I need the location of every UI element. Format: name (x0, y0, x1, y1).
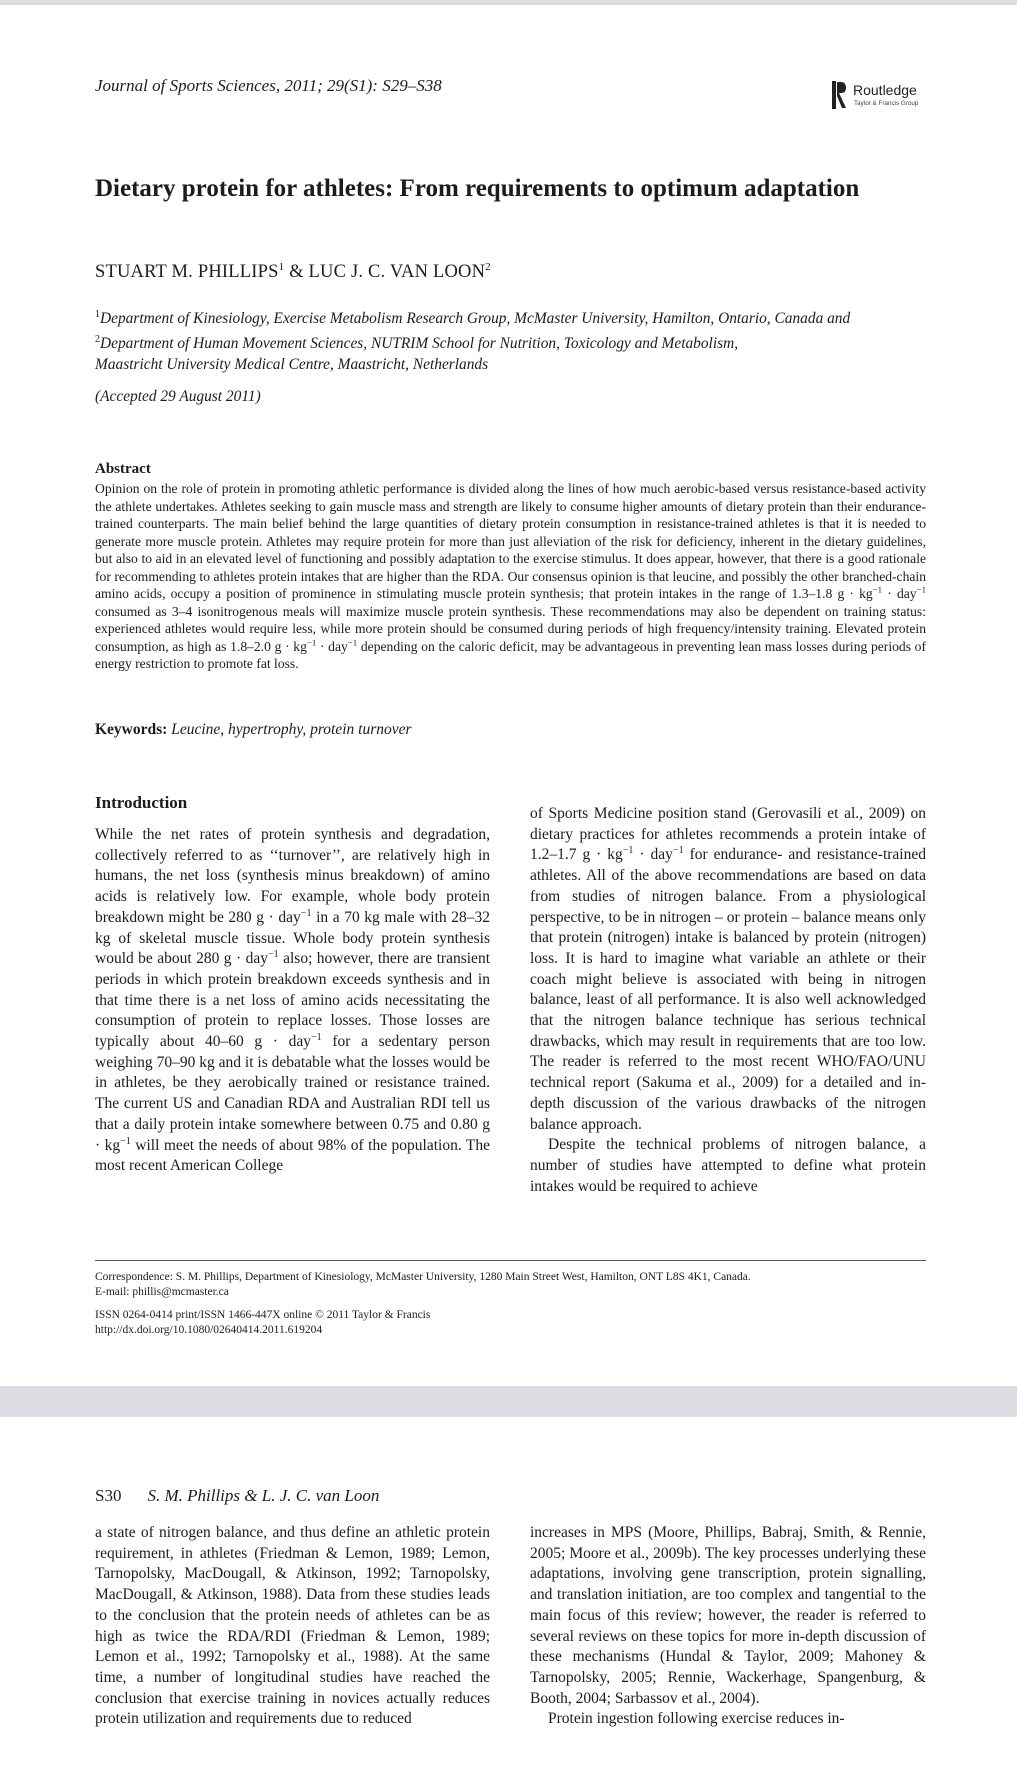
journal-citation: Journal of Sports Sciences, 2011; 29(S1): S29–S38 (95, 76, 442, 95)
correspondence-footnote: Correspondence: S. M. Phillips, Department of Kinesiology, McMaster University, 1280 Main Street West, Hamilton, ONT L8S 4K1, Canada. E-mail: phillis@mcmaster.ca (95, 1271, 751, 1298)
publisher-name: Routledge (853, 82, 917, 98)
author-name: LUC J. C. VAN LOON (308, 262, 486, 283)
publisher-logo (832, 81, 932, 111)
accepted-date: (Accepted 29 August 2011) (95, 388, 261, 405)
email-link[interactable]: E-mail: phillis@mcmaster.ca (95, 1286, 229, 1298)
author-name: STUART M. PHILLIPS (95, 262, 279, 283)
author-list: STUART M. PHILLIPS$^1$ & LUC J. C. VAN LOON$^2$ (95, 261, 491, 283)
abstract-text: Opinion on the role of protein in promoting athletic performance is divided along the lines of how much aerobic-based versus resistance-based activity the athlete undertakes. Athletes seeking to gain muscle mass and strength are likely to consume higher amounts of dietary protein than their endurance-trained counterparts. The main belief behind the large quantities of dietary protein consumption in resistance-trained athletes is that it is needed to generate more muscle protein. Athletes may require protein for more than just alleviation of the risk for deficiency, inherent in the dietary guidelines, but also to aid in an elevated level of functioning and possibly adaptation to the exercise stimulus. It does appear, however, that there is a good rationale for recommending to athletes protein intakes that are higher than the RDA. Our consensus opinion is that leucine, and possibly the other branched-chain amino acids, occupy a position of prominence in stimulating muscle protein synthesis; that protein intakes in the range of 1.3–1.8 $g \cdot kg^{-1} \cdot day^{-1}$ consumed as 3–4 isonitrogenous meals will maximize muscle protein synthesis. These recommendations may also be dependent on training status: experienced athletes would require less, while more protein should be consumed during periods of high frequency/intensity training. Elevated protein consumption, as high as 1.8–2.0 $g \cdot kg^{-1} \cdot day^{-1}$ depending on the caloric deficit, may be advantageous in preventing lean mass losses during periods of energy restriction to promote fat loss. (95, 481, 927, 671)
footnote-divider (95, 1260, 926, 1261)
section-heading-introduction: Introduction (95, 793, 188, 812)
body-column-right: of Sports Medicine position stand (Gerovasili et al., 2009) on dietary practices for athletes recommends a protein intake of 1.2–1.7 $g \cdot kg^{-1} \cdot day^{-1}$ for endurance- and resistance-trained athletes. All of the above recommendations are based on data from studies of nitrogen balance. From a physiological perspective, to be in nitrogen – or protein – balance means only that protein (nitrogen) intake is balanced by protein (nitrogen) loss. It is hard to imagine what variable an athlete or their coach might believe is associated with being in nitrogen balance, least of all performance. It is also well acknowledged that the nitrogen balance technique has serious technical drawbacks, which may result in requirements that are too low. The reader is referred to the most recent WHO/FAO/UNU technical report (Sakuma et al., 2009) for a detailed and in-depth discussion of the various drawbacks of the nitrogen balance approach. Despite the technical problems of nitrogen balance, a number of studies have attempted to define what protein intakes would be required to achieve (530, 805, 926, 1195)
keywords: Keywords: Leucine, hypertrophy, protein turnover (95, 721, 412, 738)
issn-footnote: ISSN 0264-0414 print/ISSN 1466-447X online © 2011 Taylor & Francis http://dx.doi.org/10.1080/02640414.2011.619204 (95, 1309, 431, 1336)
affiliations: $^1$Department of Kinesiology, Exercise Metabolism Research Group, McMaster University, Hamilton, Ontario, Canada and $^2$Department of Human Movement Sciences, NUTRIM School for Nutrition, Toxicology and Metabolism, Maastricht University Medical Centre, Maastricht, Netherlands (95, 309, 851, 374)
page-1 (0, 5, 1017, 1386)
abstract-heading: Abstract (95, 461, 151, 477)
routledge-logo-icon (832, 81, 847, 109)
article-title: Dietary protein for athletes: From requirements to optimum adaptation (95, 175, 860, 202)
doi-link[interactable]: http://dx.doi.org/10.1080/02640414.2011.619204 (95, 1324, 323, 1336)
body-column-left: While the net rates of protein synthesis and degradation, collectively referred to as ‘‘turnover’’, are relatively high in humans, the net loss (synthesis minus breakdown) of amino acids is relatively low. For example, whole body protein breakdown might be 280 g · day$^{-1}$ in a 70 kg male with 28–32 kg of skeletal muscle tissue. Whole body protein synthesis would be about 280 g · day$^{-1}$ also; however, there are transient periods in which protein breakdown exceeds synthesis and in that time there is a net loss of amino acids necessitating the consumption of protein to replace losses. Those losses are typically about 40–60 g · day$^{-1}$ for a sedentary person weighing 70–90 kg and it is debatable what the losses would be in athletes, be they aerobically trained or resistance trained. The current US and Canadian RDA and Australian RDI tell us that a daily protein intake somewhere between 0.75 and 0.80 $g \cdot kg^{-1}$ will meet the needs of about 98% of the population. The most recent American College (95, 826, 491, 1175)
page-number: S30 (95, 1486, 122, 1505)
body-column-right-page2: increases in MPS (Moore, Phillips, Babraj, Smith, & Rennie, 2005; Moore et al., 2009b). The key processes underlying these adaptations, involving gene transcription, protein signalling, and translation initiation, are too complex and tangential to the main focus of this review; however, the reader is referred to several reviews on these topics for more in-depth discussion of these mechanisms (Hundal & Taylor, 2009; Mahoney & Tarnopolsky, 2005; Rennie, Wackerhage, Spangenburg, & Booth, 2004; Sarbassov et al., 2004). Protein ingestion following exercise reduces in- (530, 1524, 926, 1728)
running-head: S30 S. M. Phillips & L. J. C. van Loon (95, 1486, 380, 1505)
publisher-tagline: Taylor & Francis Group (854, 100, 919, 107)
body-column-left-page2: a state of nitrogen balance, and thus define an athletic protein requirement, in athletes (Friedman & Lemon, 1989; Lemon, Tarnopolsky, MacDougall, & Atkinson, 1992; Tarnopolsky, MacDougall, & Atkinson, 1988). Data from these studies leads to the conclusion that the protein needs of athletes can be as high as twice the RDA/RDI (Friedman & Lemon, 1989; Lemon et al., 1992; Tarnopolsky et al., 1988). At the same time, a number of longitudinal studies have reached the conclusion that exercise training in novices actually reduces protein utilization and requirements due to reduced (95, 1524, 490, 1728)
